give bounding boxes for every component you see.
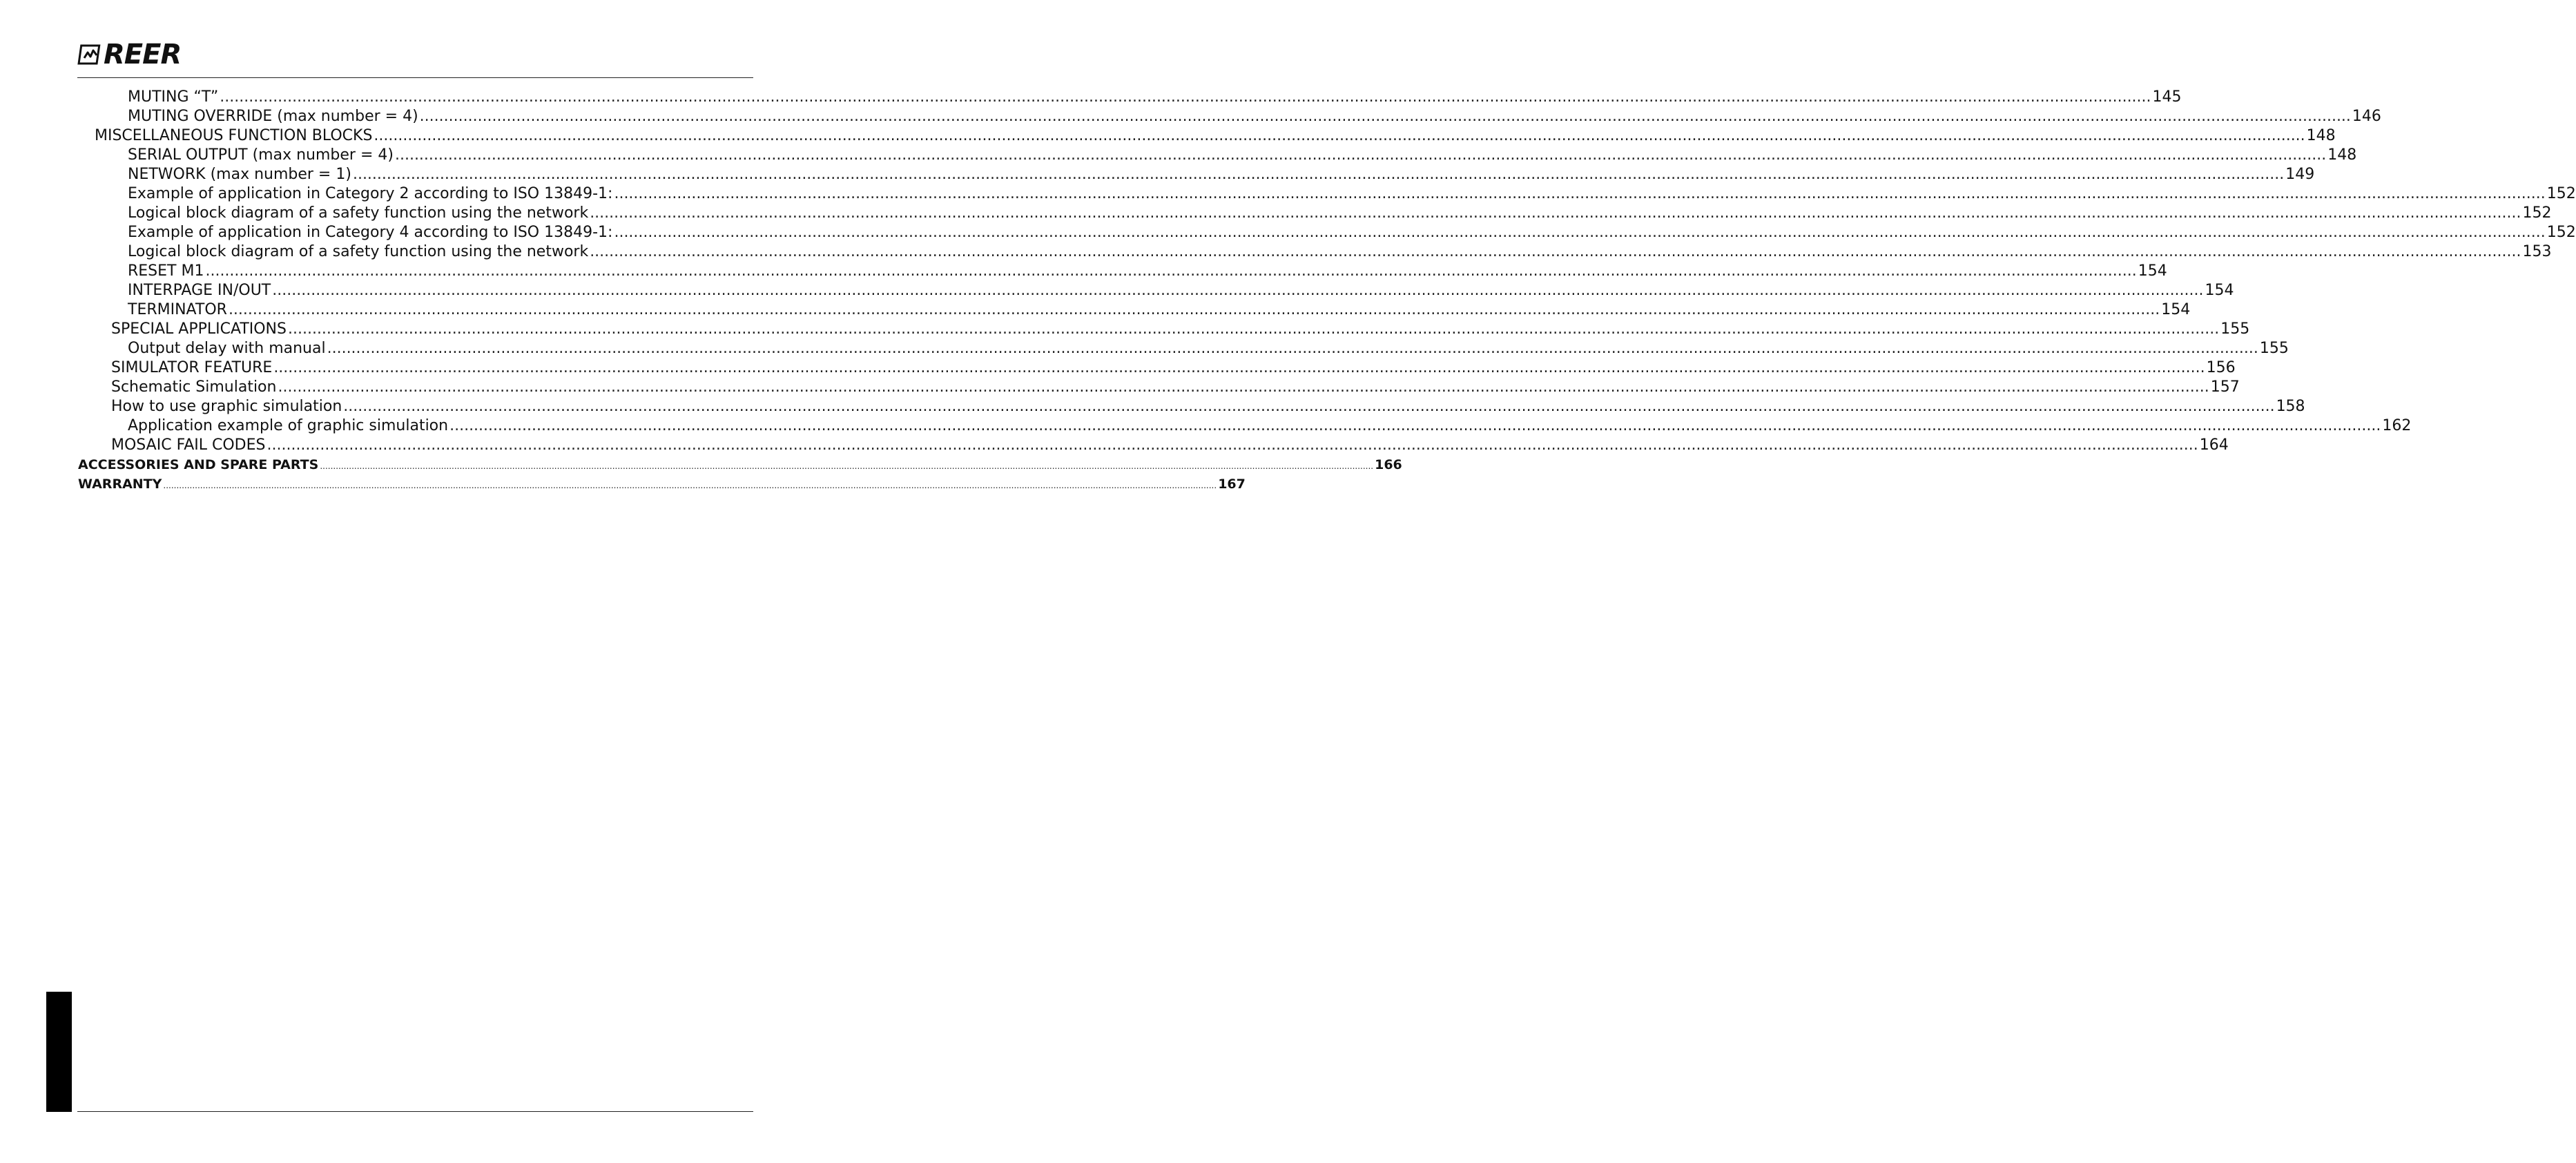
toc-entry-title: Output delay with manual <box>128 340 326 357</box>
toc-entry[interactable] <box>0 416 2412 436</box>
toc-entry[interactable] <box>0 146 2357 165</box>
toc-dot-leader: ................................................................................................................................................................................................................................................................................................................................................................................................................ <box>287 320 2220 338</box>
toc-entry-title: How to use graphic simulation <box>111 398 342 415</box>
toc-dot-leader: ................................................................................................................................................................................................................................................................................................................................................................................................................ <box>343 398 2275 415</box>
toc-dot-leader: ................................................................................................................................................................................................................................................................................................................................................................................................................ <box>394 146 2327 164</box>
toc-entry-title: SERIAL OUTPUT (max number = 4) <box>128 146 394 164</box>
toc-page-number: 148 <box>2327 146 2357 164</box>
toc-page-number: 154 <box>2205 282 2234 299</box>
toc-entry[interactable] <box>0 436 2229 455</box>
footer-divider <box>77 1111 753 1112</box>
toc-dot-leader: ................................................................................................................................................................................................................................................................................................................................................................................................................ <box>273 359 2205 376</box>
toc-entry[interactable] <box>0 339 2289 358</box>
toc-entry-title: MOSAIC FAIL CODES <box>111 436 266 454</box>
toc-page-number: 149 <box>2285 166 2315 183</box>
toc-entry[interactable] <box>0 358 2236 378</box>
toc-page-number: 155 <box>2259 340 2289 357</box>
toc-page-number: 156 <box>2206 359 2236 376</box>
reer-logo-icon <box>80 44 101 65</box>
toc-dot-leader: ................................................................................................................................................................................................................................................................................................................................................................................................................ <box>419 108 2351 125</box>
toc-entry-title: SIMULATOR FEATURE <box>111 359 273 376</box>
toc-dot-leader: ................................................................................................................................................................................................................................................................................................................................................................................................................ <box>272 282 2204 299</box>
toc-entry-title: RESET M1 <box>128 262 204 280</box>
toc-dot-leader: ................................................................................................................................................................................................................................................................................................................................................................................................................ <box>327 340 2258 357</box>
toc-entry[interactable] <box>0 378 2240 397</box>
toc-entry-title: MUTING “T” <box>128 88 219 106</box>
toc-page-number: 152 <box>2522 204 2552 222</box>
toc-page-number: 152 <box>2546 185 2576 202</box>
toc-entry[interactable] <box>0 223 2576 242</box>
toc-page-number: 146 <box>2352 108 2381 125</box>
toc-dot-leader: ................................................................................................................................................................................................................................................................................................................................................................................................................ <box>163 481 1217 490</box>
toc-dot-leader: ................................................................................................................................................................................................................................................................................................................................................................................................................ <box>205 262 2137 280</box>
toc-entry-title: Logical block diagram of a safety function using the network <box>128 204 589 222</box>
toc-page-number: 155 <box>2220 320 2250 338</box>
toc-entry-title: MISCELLANEOUS FUNCTION BLOCKS <box>95 127 373 144</box>
logo-wordmark: REER <box>104 39 182 70</box>
toc-dot-leader: ................................................................................................................................................................................................................................................................................................................................................................................................................ <box>320 461 1374 471</box>
toc-page-number: 158 <box>2276 398 2305 415</box>
toc-page-number: 152 <box>2546 224 2576 241</box>
reer-logo <box>80 40 181 69</box>
toc-page-number: 154 <box>2138 262 2167 280</box>
toc-entry[interactable] <box>0 474 1246 494</box>
toc-page-number: 166 <box>1375 457 1402 472</box>
toc-entry[interactable] <box>0 455 1402 474</box>
toc-dot-leader: ................................................................................................................................................................................................................................................................................................................................................................................................................ <box>220 88 2151 106</box>
toc-dot-leader: ................................................................................................................................................................................................................................................................................................................................................................................................................ <box>228 301 2160 318</box>
toc-entry-title: NETWORK (max number = 1) <box>128 166 351 183</box>
toc-dot-leader: ................................................................................................................................................................................................................................................................................................................................................................................................................ <box>374 127 2305 144</box>
toc-entry-title: WARRANTY <box>78 477 162 492</box>
toc-dot-leader: ................................................................................................................................................................................................................................................................................................................................................................................................................ <box>614 185 2546 202</box>
toc-dot-leader: ................................................................................................................................................................................................................................................................................................................................................................................................................ <box>590 204 2521 222</box>
toc-dot-leader: ................................................................................................................................................................................................................................................................................................................................................................................................................ <box>278 378 2209 396</box>
language-tab-marker <box>46 992 72 1112</box>
toc-dot-leader: ................................................................................................................................................................................................................................................................................................................................................................................................................ <box>614 224 2546 241</box>
toc-entry[interactable] <box>0 242 2552 262</box>
toc-entry-title: Logical block diagram of a safety function using the network <box>128 243 589 260</box>
toc-entry[interactable] <box>0 300 2191 320</box>
toc-entry-title: TERMINATOR <box>128 301 227 318</box>
header-divider <box>77 77 753 78</box>
toc-page-number: 145 <box>2152 88 2182 106</box>
toc-entry[interactable] <box>0 320 2250 339</box>
toc-entry[interactable] <box>0 107 2381 126</box>
toc-entry[interactable] <box>0 397 2305 416</box>
toc-dot-leader: ................................................................................................................................................................................................................................................................................................................................................................................................................ <box>449 417 2381 434</box>
toc-page-number: 167 <box>1218 477 1246 492</box>
toc-entry-title: MUTING OVERRIDE (max number = 4) <box>128 108 418 125</box>
toc-entry[interactable] <box>0 126 2336 146</box>
toc-page-number: 154 <box>2161 301 2191 318</box>
toc-entry-title: INTERPAGE IN/OUT <box>128 282 271 299</box>
toc-dot-leader: ................................................................................................................................................................................................................................................................................................................................................................................................................ <box>267 436 2198 454</box>
toc-entry[interactable] <box>0 204 2552 223</box>
toc-entry[interactable] <box>0 281 2234 300</box>
toc-dot-leader: ................................................................................................................................................................................................................................................................................................................................................................................................................ <box>352 166 2285 183</box>
toc-entry-title: Example of application in Category 2 according to ISO 13849-1: <box>128 185 613 202</box>
toc-entry-title: SPECIAL APPLICATIONS <box>111 320 287 338</box>
toc-entry[interactable] <box>0 184 2576 204</box>
toc-entry[interactable] <box>0 88 2182 107</box>
toc-entry-title: Example of application in Category 4 according to ISO 13849-1: <box>128 224 613 241</box>
toc-entry[interactable] <box>0 165 2315 184</box>
toc-page-number: 162 <box>2382 417 2412 434</box>
toc-page-number: 164 <box>2199 436 2229 454</box>
toc-page-number: 148 <box>2306 127 2336 144</box>
toc-entry-title: Schematic Simulation <box>111 378 277 396</box>
toc-entry-title: ACCESSORIES AND SPARE PARTS <box>78 457 319 472</box>
toc-page-number: 153 <box>2522 243 2552 260</box>
toc-entry[interactable] <box>0 262 2167 281</box>
toc-entry-title: Application example of graphic simulation <box>128 417 449 434</box>
toc-page-number: 157 <box>2210 378 2240 396</box>
toc-dot-leader: ................................................................................................................................................................................................................................................................................................................................................................................................................ <box>590 243 2521 260</box>
